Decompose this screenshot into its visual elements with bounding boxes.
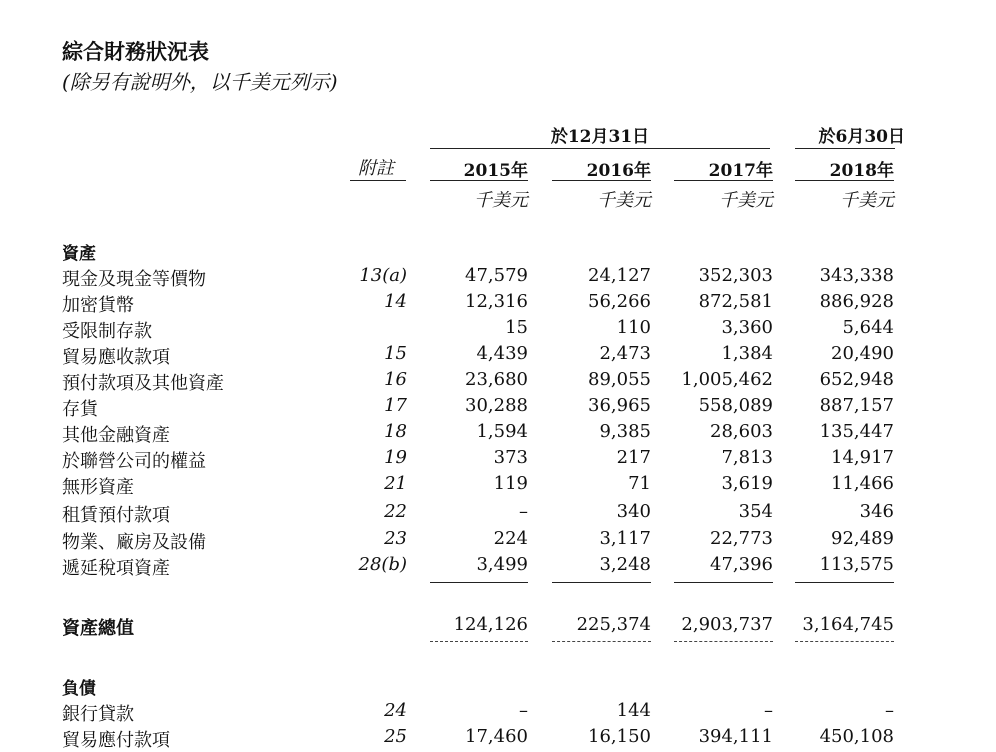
cell-2016: 340: [616, 501, 651, 522]
cell-2018: 450,108: [819, 726, 894, 747]
cell-2015: –: [519, 501, 528, 522]
table-row: [0, 291, 996, 317]
row-label: 遞延稅項資產: [62, 558, 170, 579]
table-row: [0, 528, 996, 554]
cell-2016: 3,248: [599, 554, 651, 575]
row-label: 其他金融資產: [62, 425, 170, 446]
subtotal-rule-2016: [552, 582, 651, 583]
header-group-jun30-underline: [795, 148, 895, 149]
unit-label-2015: 千美元: [474, 190, 528, 211]
row-note: 13(a): [359, 265, 407, 286]
page-title: 綜合財務狀況表: [62, 39, 209, 64]
cell-2016: 89,055: [588, 369, 651, 390]
header-note-label: 附註: [358, 158, 394, 179]
cell-2017: 1,005,462: [681, 369, 773, 390]
table-row: [0, 317, 996, 343]
cell-2016: 9,385: [599, 421, 651, 442]
row-note: 16: [384, 369, 407, 390]
cell-2016: 110: [616, 317, 651, 338]
header-note-underline: [350, 180, 406, 181]
table-row: [0, 395, 996, 421]
unit-label-2017: 千美元: [719, 190, 773, 211]
cell-2018: 887,157: [819, 395, 894, 416]
total-2017: 2,903,737: [681, 614, 773, 635]
cell-2018: 652,948: [819, 369, 894, 390]
header-year-2017: 2017年: [708, 161, 773, 181]
cell-2017: 1,384: [721, 343, 773, 364]
cell-2015: 15: [505, 317, 528, 338]
cell-2015: 4,439: [476, 343, 528, 364]
row-note: 25: [384, 726, 407, 747]
table-row: [0, 700, 996, 726]
row-label: 貿易應收款項: [62, 347, 170, 368]
cell-2015: 119: [493, 473, 528, 494]
row-note: 14: [384, 291, 407, 312]
row-label: 租賃預付款項: [62, 505, 170, 526]
cell-2016: 71: [628, 473, 651, 494]
cell-2018: 5,644: [842, 317, 894, 338]
table-row: [0, 447, 996, 473]
cell-2018: –: [885, 700, 894, 721]
header-year-underline-2018: [795, 180, 894, 181]
row-note: 28(b): [358, 554, 407, 575]
cell-2015: 30,288: [465, 395, 528, 416]
unit-label-2018: 千美元: [840, 190, 894, 211]
cell-2016: 24,127: [588, 265, 651, 286]
row-note: 18: [384, 421, 407, 442]
cell-2015: 12,316: [465, 291, 528, 312]
table-row: [0, 726, 996, 752]
cell-2017: 3,360: [721, 317, 773, 338]
total-rule-2018: [795, 641, 894, 642]
row-label: 受限制存款: [62, 321, 152, 342]
cell-2017: –: [764, 700, 773, 721]
cell-2015: 17,460: [465, 726, 528, 747]
table-row: [0, 369, 996, 395]
row-note: 23: [384, 528, 407, 549]
header-year-2016: 2016年: [586, 161, 651, 181]
cell-2017: 872,581: [698, 291, 773, 312]
cell-2015: 224: [493, 528, 528, 549]
row-note: 24: [384, 700, 407, 721]
cell-2015: 1,594: [476, 421, 528, 442]
row-note: 21: [384, 473, 407, 494]
header-year-underline-2015: [430, 180, 528, 181]
cell-2016: 36,965: [588, 395, 651, 416]
header-group-jun30: 於6月30日: [818, 127, 905, 147]
cell-2017: 352,303: [698, 265, 773, 286]
cell-2018: 113,575: [819, 554, 894, 575]
table-row: [0, 343, 996, 369]
table-row: [0, 265, 996, 291]
cell-2018: 92,489: [831, 528, 894, 549]
total-rule-2015: [430, 641, 528, 642]
cell-2018: 346: [859, 501, 894, 522]
row-label: 加密貨幣: [62, 295, 134, 316]
total-rule-2016: [552, 641, 651, 642]
row-label: 貿易應付款項: [62, 730, 170, 751]
cell-2017: 47,396: [710, 554, 773, 575]
cell-2018: 343,338: [819, 265, 894, 286]
cell-2016: 16,150: [588, 726, 651, 747]
cell-2016: 2,473: [599, 343, 651, 364]
cell-2016: 3,117: [599, 528, 651, 549]
section-heading-liabilities: 負債: [62, 679, 96, 699]
cell-2018: 11,466: [831, 473, 894, 494]
cell-2016: 144: [616, 700, 651, 721]
cell-2017: 3,619: [721, 473, 773, 494]
subtotal-rule-2017: [674, 582, 773, 583]
header-year-underline-2017: [674, 180, 773, 181]
cell-2015: 47,579: [465, 265, 528, 286]
cell-2017: 22,773: [710, 528, 773, 549]
header-year-underline-2016: [552, 180, 651, 181]
total-label: 資產總值: [62, 618, 134, 639]
row-label: 現金及現金等價物: [62, 269, 206, 290]
header-year-2018: 2018年: [829, 161, 894, 181]
subtotal-rule-2015: [430, 582, 528, 583]
cell-2017: 394,111: [698, 726, 773, 747]
total-assets-row: [0, 614, 996, 640]
cell-2016: 217: [616, 447, 651, 468]
cell-2018: 886,928: [819, 291, 894, 312]
cell-2015: 373: [493, 447, 528, 468]
total-2015: 124,126: [453, 614, 528, 635]
table-row: [0, 501, 996, 527]
page-subtitle: (除另有說明外，以千美元列示): [62, 70, 338, 94]
cell-2017: 354: [738, 501, 773, 522]
row-label: 存貨: [62, 399, 98, 420]
header-group-dec31-underline: [430, 148, 770, 149]
cell-2015: 23,680: [465, 369, 528, 390]
row-label: 於聯營公司的權益: [62, 451, 206, 472]
unit-label-2016: 千美元: [597, 190, 651, 211]
total-2018: 3,164,745: [802, 614, 894, 635]
row-note: 15: [384, 343, 407, 364]
header-year-2015: 2015年: [463, 161, 528, 181]
row-label: 預付款項及其他資產: [62, 373, 224, 394]
table-row: [0, 473, 996, 499]
cell-2017: 28,603: [710, 421, 773, 442]
row-note: 19: [384, 447, 407, 468]
cell-2017: 7,813: [721, 447, 773, 468]
row-note: 22: [384, 501, 407, 522]
cell-2015: 3,499: [476, 554, 528, 575]
subtotal-rule-2018: [795, 582, 894, 583]
cell-2015: –: [519, 700, 528, 721]
cell-2018: 14,917: [831, 447, 894, 468]
cell-2016: 56,266: [588, 291, 651, 312]
cell-2017: 558,089: [698, 395, 773, 416]
cell-2018: 135,447: [819, 421, 894, 442]
total-rule-2017: [674, 641, 773, 642]
table-row: [0, 554, 996, 580]
row-note: 17: [384, 395, 407, 416]
table-row: [0, 421, 996, 447]
row-label: 銀行貸款: [62, 704, 134, 725]
section-heading-assets: 資產: [62, 244, 96, 264]
cell-2018: 20,490: [831, 343, 894, 364]
row-label: 物業、廠房及設備: [62, 532, 206, 553]
total-2016: 225,374: [576, 614, 651, 635]
row-label: 無形資產: [62, 477, 134, 498]
header-group-dec31: 於12月31日: [550, 127, 650, 147]
